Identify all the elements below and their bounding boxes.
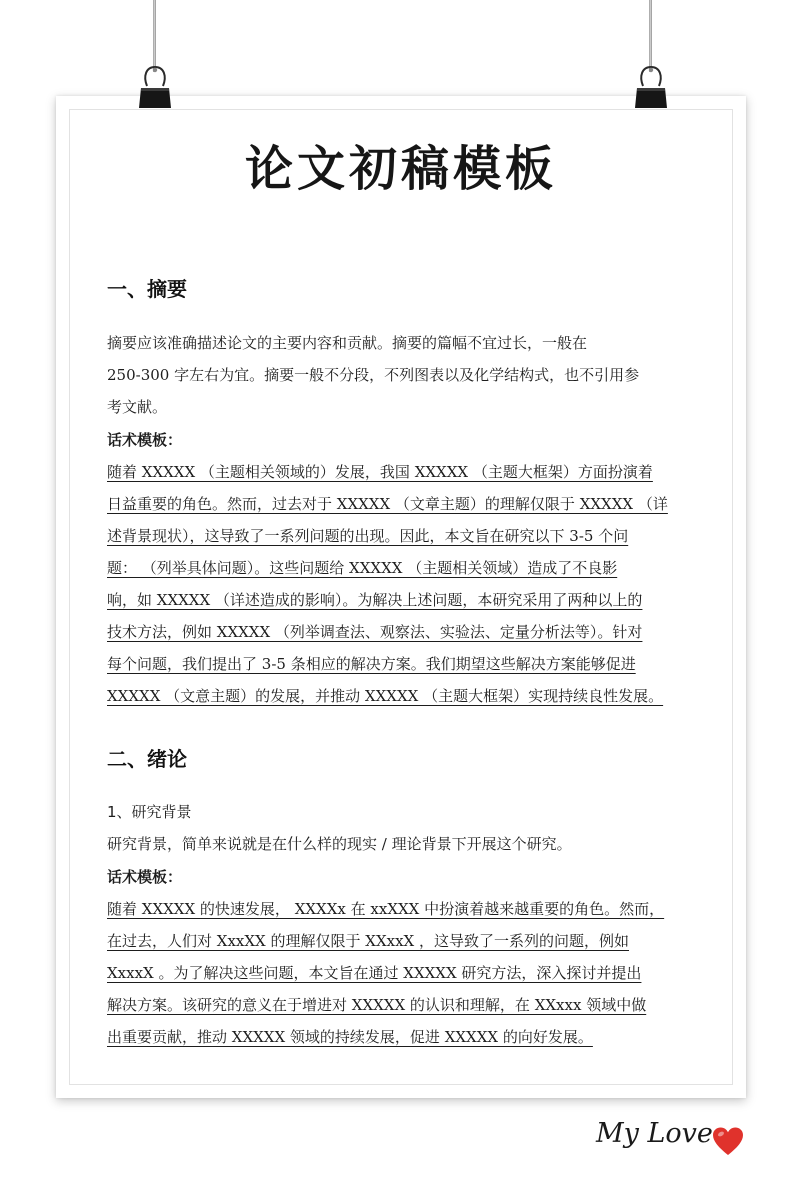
abstract-template-label: 话术模板： [107, 431, 183, 449]
background-template-line: 出重要贡献，推动 XXXXX 领域的持续发展，促进 XXXXX 的向好发展。 [107, 1028, 593, 1046]
section-heading-introduction: 二、绪论 [107, 747, 187, 771]
signature-text: My Love [596, 1118, 713, 1149]
abstract-template-line: 每个问题，我们提出了 3-5 条相应的解决方案。我们期望这些解决方案能够促进 [107, 655, 636, 673]
abstract-template-line: 日益重要的角色。然而，过去对于 XXXXX （文章主题）的理解仅限于 XXXXX （详 [107, 495, 668, 513]
document-title: 论文初稿模板 [244, 141, 557, 197]
abstract-template-line: 题： （列举具体问题）。这些问题给 XXXXX （主题相关领域）造成了不良影 [107, 559, 618, 577]
binder-clip-icon [634, 64, 668, 110]
hanging-wire-left [153, 0, 156, 72]
abstract-intro-line: 考文献。 [107, 398, 168, 416]
abstract-template-line: 随着 XXXXX （主题相关领域的）发展，我国 XXXXX （主题大框架）方面扮演着 [107, 463, 653, 481]
binder-clip-icon [138, 64, 172, 110]
document-sheet [56, 96, 746, 1098]
abstract-template-line: 响，如 XXXXX （详述造成的影响）。为解决上述问题，本研究采用了两种以上的 [107, 591, 643, 609]
background-template-line: XxxxX 。为了解决这些问题，本文旨在通过 XXXXX 研究方法，深入探讨并提出 [107, 964, 642, 982]
section-heading-abstract: 一、摘要 [107, 277, 187, 301]
subsection-heading-background: 1、研究背景 [107, 803, 192, 821]
abstract-intro-line: 摘要应该准确描述论文的主要内容和贡献。摘要的篇幅不宜过长，一般在 [107, 334, 588, 352]
background-template-line: 解决方案。该研究的意义在于增进对 XXXXX 的认识和理解，在 XXxxx 领域中做 [107, 996, 647, 1014]
background-intro-line: 研究背景，简单来说就是在什么样的现实 / 理论背景下开展这个研究。 [107, 835, 572, 853]
background-template-line: 随着 XXXXX 的快速发展， XXXXx 在 xxXXX 中扮演着越来越重要的角色。然而， [107, 900, 665, 918]
abstract-intro-line: 250-300 字左右为宜。摘要一般不分段，不列图表以及化学结构式，也不引用参 [107, 366, 640, 384]
abstract-template-line: 技术方法，例如 XXXXX （列举调查法、观察法、实验法、定量分析法等）。针对 [107, 623, 643, 641]
hanging-wire-right [649, 0, 652, 72]
background-template-line: 在过去，人们对 XxxXX 的理解仅限于 XXxxX ，这导致了一系列的问题，例如 [107, 932, 629, 950]
abstract-template-line: XXXXX （文意主题）的发展，并推动 XXXXX （主题大框架）实现持续良性发展。 [107, 687, 664, 705]
heart-icon [712, 1126, 744, 1158]
abstract-template-line: 述背景现状），这导致了一系列问题的出现。因此，本文旨在研究以下 3-5 个问 [107, 527, 629, 545]
background-template-label: 话术模板： [107, 868, 183, 886]
